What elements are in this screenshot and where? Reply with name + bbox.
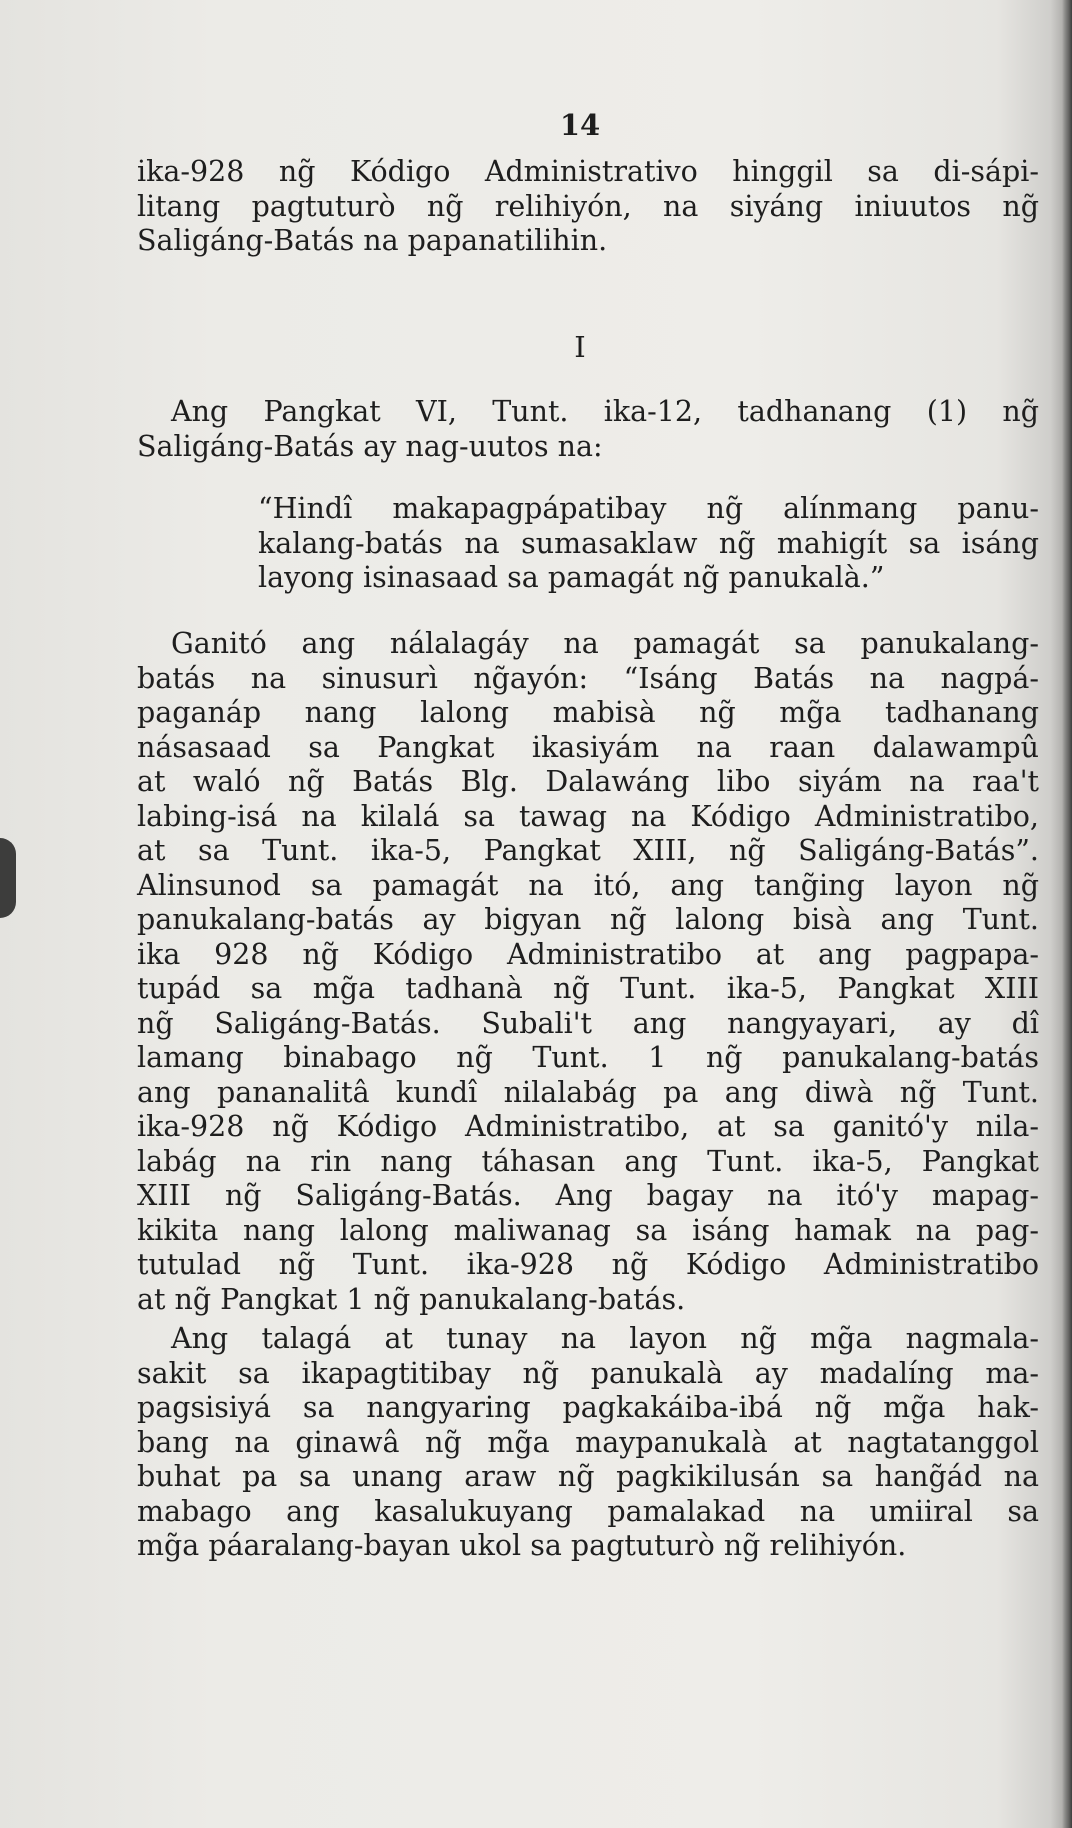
text-line: ang pananalitâ kundî nilalabág pa ang diwà ng̃ Tunt.	[137, 1075, 1039, 1109]
text-line: Alinsunod sa pamagát na itó, ang tang̃ing layon ng̃	[137, 868, 1039, 902]
text-line: Ang talagá at tunay na layon ng̃ mg̃a nagmala-	[171, 1322, 1039, 1355]
text-line: labing-isá na kilalá sa tawag na Kódigo Administratibo,	[137, 799, 1039, 833]
text-line: Ang Pangkat VI, Tunt. ika-12, tadhanang (1) ng̃	[171, 395, 1039, 428]
block-quote	[258, 492, 1039, 596]
opening-paragraph	[137, 155, 1039, 259]
text-line: batás na sinusurì ng̃ayón: “Isáng Batás na nagpá-	[137, 661, 1039, 695]
quote-line: “Hindî makapagpápatibay ng̃ alínmang panu-	[258, 492, 1039, 525]
text-line: pagsisiyá sa nangyaring pagkakáiba-ibá ng̃ mg̃a hak-	[137, 1391, 1039, 1424]
text-line: ika-928 ng̃ Kódigo Administratibo, at sa ganitó'y nila-	[137, 1110, 1039, 1143]
text-line: Ganitó ang nálalagáy na pamagát sa panukalang-	[171, 627, 1039, 660]
text-line: násasaad sa Pangkat ikasiyám na raan dalawampû	[137, 730, 1039, 764]
text-line: at sa Tunt. ika-5, Pangkat XIII, ng̃ Saligáng-Batás”.	[137, 834, 1039, 867]
text-line: litang pagtuturò ng̃ relihiyón, na siyáng iniuutos ng̃	[137, 189, 1039, 223]
binding-mark	[0, 838, 16, 918]
text-line: Saligáng-Batás ay nag-uutos na:	[137, 429, 603, 463]
text-line: buhat pa sa unang araw ng̃ pagkikilusán sa hang̃ád na	[137, 1460, 1039, 1493]
text-line: mg̃a páaralang-bayan ukol sa pagtuturò ng̃ relihiyón.	[137, 1529, 907, 1562]
paragraph-3	[137, 1322, 1039, 1564]
text-line: kikita nang lalong maliwanag sa isáng hamak na pag-	[137, 1213, 1039, 1247]
text-line: Saligáng-Batás na papanatilihin.	[137, 224, 608, 257]
quote-line: layong isinasaad sa pamagát ng̃ panukalà.”	[258, 561, 885, 594]
paragraph-2	[137, 627, 1039, 1317]
text-line: labág na rin nang táhasan ang Tunt. ika-5, Pangkat	[137, 1144, 1039, 1178]
section-intro-paragraph	[137, 395, 1039, 464]
text-line: mabago ang kasalukuyang pamalakad na umiiral sa	[137, 1494, 1039, 1528]
text-line: paganáp nang lalong mabisà ng̃ mg̃a tadhanang	[137, 696, 1039, 729]
section-heading: I	[574, 330, 586, 364]
text-line: ika-928 ng̃ Kódigo Administrativo hinggil sa di-sápi-	[137, 155, 1039, 188]
quote-line: kalang-batás na sumasaklaw ng̃ mahigít sa isáng	[258, 526, 1039, 560]
text-line: tutulad ng̃ Tunt. ika-928 ng̃ Kódigo Administratibo	[137, 1248, 1039, 1281]
text-line: at waló ng̃ Batás Blg. Dalawáng libo siyám na raa't	[137, 765, 1039, 798]
text-line: ika 928 ng̃ Kódigo Administratibo at ang pagpapa-	[137, 937, 1039, 971]
text-line: ng̃ Saligáng-Batás. Subali't ang nangyayari, ay dî	[137, 1006, 1039, 1040]
page-number: 14	[559, 108, 601, 142]
page-edge-shadow	[1062, 0, 1072, 1828]
text-line: lamang binabago ng̃ Tunt. 1 ng̃ panukalang-batás	[137, 1041, 1039, 1074]
text-line: XIII ng̃ Saligáng-Batás. Ang bagay na itó'y mapag-	[137, 1179, 1039, 1212]
text-line: at ng̃ Pangkat 1 ng̃ panukalang-batás.	[137, 1282, 686, 1316]
text-line: bang na ginawâ ng̃ mg̃a maypanukalà at nagtatanggol	[137, 1425, 1039, 1459]
text-line: tupád sa mg̃a tadhanà ng̃ Tunt. ika-5, Pangkat XIII	[137, 972, 1039, 1005]
text-line: sakit sa ikapagtitibay ng̃ panukalà ay madalíng ma-	[137, 1356, 1039, 1390]
text-line: panukalang-batás ay bigyan ng̃ lalong bisà ang Tunt.	[137, 903, 1039, 936]
